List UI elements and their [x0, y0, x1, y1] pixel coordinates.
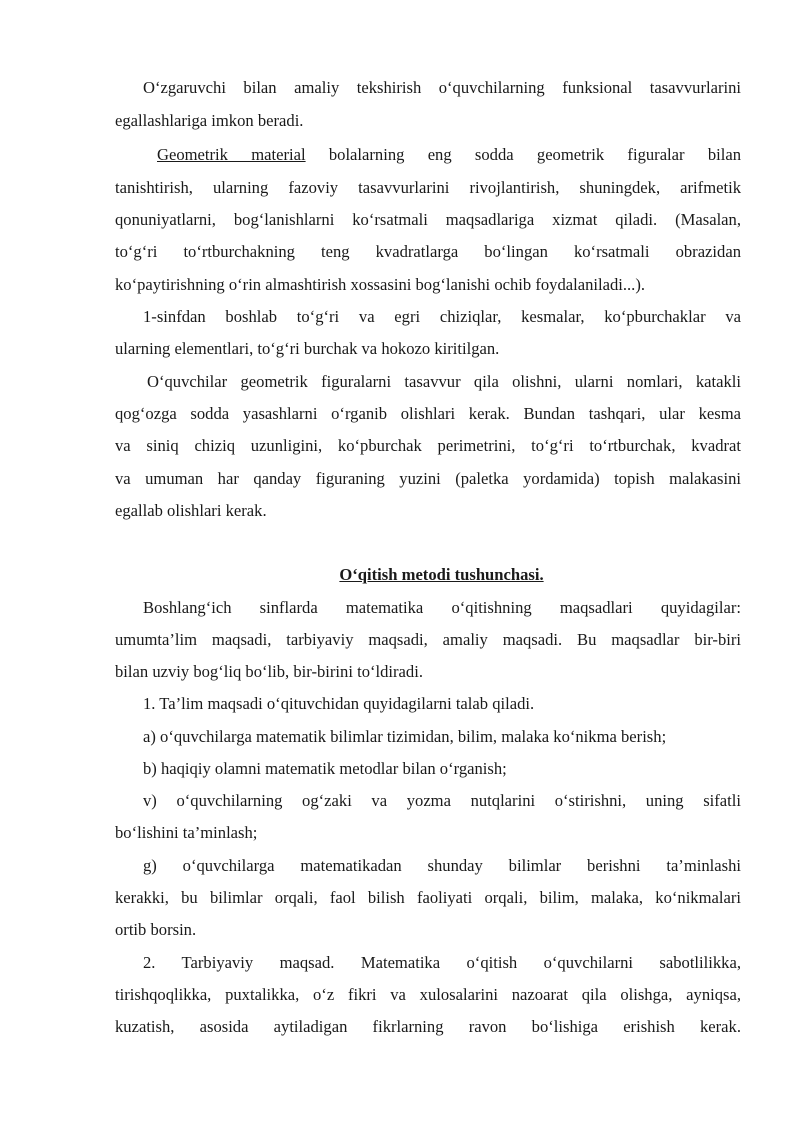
list-item: v) o‘quvchilarning og‘zaki va yozma nutqlarini o‘stirishni, uning sifatli	[143, 791, 741, 810]
list-item-continuation: kerakki, bu bilimlar orqali, faol bilish faoliyati orqali, bilim, malaka, ko‘nikmalari	[115, 888, 741, 907]
underlined-term: Geometrik material	[157, 145, 306, 164]
paragraph-line: tirishqoqlikka, puxtalikka, o‘z fikri va xulosalarini nazoarat qila olishga, ayniqsa,	[115, 985, 741, 1004]
list-item: a) o‘quvchilarga matematik bilimlar tizimidan, bilim, malaka ko‘nikma berish;	[143, 727, 667, 746]
paragraph-line: qog‘ozga sodda yasashlarni o‘rganib olishlari kerak. Bundan tashqari, ular kesma	[115, 404, 741, 423]
paragraph-line: egallashlariga imkon beradi.	[115, 111, 304, 130]
list-item-continuation: bo‘lishini ta’minlash;	[115, 823, 258, 842]
list-item-continuation: ortib borsin.	[115, 920, 197, 939]
paragraph-line	[157, 145, 741, 165]
paragraph-line: ularning elementlari, to‘g‘ri burchak va hokozo kiritilgan.	[115, 339, 500, 358]
paragraph-line: O‘zgaruvchi bilan amaliy tekshirish o‘quvchilarning funksional tasavvurlarini	[143, 78, 741, 97]
paragraph-text: bolalarning eng sodda geometrik figuralar bilan	[305, 145, 742, 164]
paragraph-line: egallab olishlari kerak.	[115, 501, 267, 520]
paragraph-line: va siniq chiziq uzunligini, ko‘pburchak perimetrini, to‘g‘ri to‘rtburchak, kvadrat	[115, 436, 741, 455]
paragraph-line: 1-sinfdan boshlab to‘g‘ri va egri chiziqlar, kesmalar, ko‘pburchaklar va	[143, 307, 741, 326]
paragraph-line: umumta’lim maqsadi, tarbiyaviy maqsadi, amaliy maqsadi. Bu maqsadlar bir-biri	[115, 630, 741, 649]
paragraph-line: tanishtirish, ularning fazoviy tasavvurlarini rivojlantirish, shuningdek, arifmetik	[115, 178, 741, 197]
paragraph-line: bilan uzviy bog‘liq bo‘lib, bir-birini to‘ldiradi.	[115, 662, 423, 681]
paragraph-line: Boshlang‘ich sinflarda matematika o‘qitishning maqsadlari quyidagilar:	[143, 598, 741, 617]
list-item: b) haqiqiy olamni matematik metodlar bilan o‘rganish;	[143, 759, 507, 778]
paragraph-line: va umuman har qanday figuraning yuzini (paletka yordamida) topish malakasini	[115, 469, 741, 488]
paragraph-line: ko‘paytirishning o‘rin almashtirish xossasini bog‘lanishi ochib foydalaniladi...).	[115, 275, 645, 294]
paragraph-line: qonuniyatlarni, bog‘lanishlarni ko‘rsatmali maqsadlariga xizmat qiladi. (Masalan,	[115, 210, 741, 229]
list-item: g) o‘quvchilarga matematikadan shunday bilimlar berishni ta’minlashi	[143, 856, 741, 875]
paragraph-line: 2. Tarbiyaviy maqsad. Matematika o‘qitish o‘quvchilarni sabotlilikka,	[143, 953, 741, 972]
paragraph-line: O‘quvchilar geometrik figuralarni tasavvur qila olishni, ularni nomlari, katakli	[147, 372, 741, 391]
paragraph-line: kuzatish, asosida aytiladigan fikrlarning ravon bo‘lishiga erishish kerak.	[115, 1017, 741, 1036]
paragraph-line: to‘g‘ri to‘rtburchakning teng kvadratlarga bo‘lingan ko‘rsatmali obrazidan	[115, 242, 741, 261]
section-heading: O‘qitish metodi tushunchasi.	[339, 565, 544, 584]
list-intro: 1. Ta’lim maqsadi o‘qituvchidan quyidagilarni talab qiladi.	[143, 694, 535, 713]
